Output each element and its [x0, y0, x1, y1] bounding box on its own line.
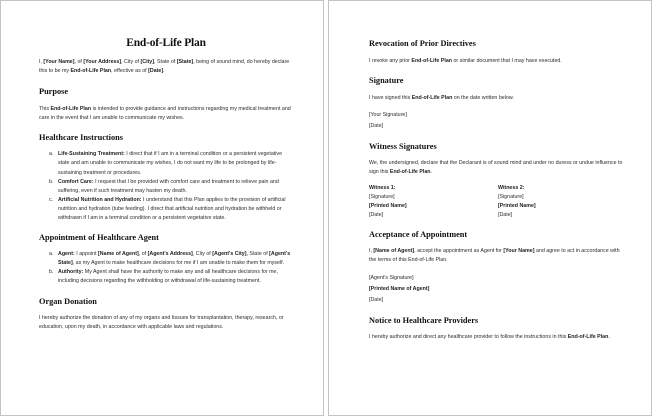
- agent-printed-name-placeholder: [Printed Name of Agent]: [369, 285, 430, 292]
- witness-2-signature: [Signature]: [498, 194, 524, 201]
- notice-heading: Notice to Healthcare Providers: [369, 315, 479, 325]
- witness-2-label: Witness 2:: [498, 185, 525, 192]
- witness-heading: Witness Signatures: [369, 142, 437, 152]
- organ-donation-heading: Organ Donation: [39, 296, 97, 306]
- healthcare-agent-list: [39, 250, 293, 286]
- witness-1-label: Witness 1:: [369, 185, 396, 192]
- list-item: a. Life-Sustaining Treatment: I direct that if I am in a terminal condition or a persistent vegetative state and am unable to communicate my wishes, I do not want my life to be prolonged by life-sustaining treatment or procedures.: [49, 151, 283, 176]
- list-item: a. Agent: I appoint [Name of Agent], of [Agent's Address], City of [Agent's City], State of [Agent's State], as my Agent to make healthcare decisions for me if I am unable to make them for myself.: [49, 251, 291, 267]
- healthcare-agent-heading: Appointment of Healthcare Agent: [39, 233, 159, 243]
- page-2-content: [369, 39, 627, 342]
- purpose-paragraph: This End-of-Life Plan is intended to provide guidance and instructions regarding my medical treatment and care in the event that I am unable to communicate my wishes.: [39, 106, 291, 122]
- signature-heading: Signature: [369, 76, 404, 86]
- healthcare-instructions-heading: Healthcare Instructions: [39, 133, 123, 143]
- revocation-heading: Revocation of Prior Directives: [369, 39, 476, 48]
- witness-1-block: [369, 184, 498, 220]
- witness-2-printed-name: [Printed Name]: [498, 203, 536, 210]
- witness-1-signature: [Signature]: [369, 194, 395, 201]
- signature-date-placeholder: [Date]: [369, 123, 384, 130]
- list-item: b. Authority: My Agent shall have the authority to make any and all healthcare decisions for me, including decisions regarding the withholding or withdrawal of life-sustaining treatment.: [49, 269, 278, 285]
- your-signature-placeholder: [Your Signature]: [369, 112, 407, 119]
- healthcare-instructions-list: [39, 150, 293, 223]
- list-item: b. Comfort Care: I request that I be provided with comfort care and treatment to relieve pain and suffering, even if such treatment may hasten my death.: [49, 178, 279, 194]
- document-page-1: [0, 0, 324, 416]
- revocation-paragraph: I revoke any prior End-of-Life Plan or similar document that I may have executed.: [369, 58, 562, 64]
- witness-1-printed-name: [Printed Name]: [369, 203, 407, 210]
- acceptance-heading: Acceptance of Appointment: [369, 230, 468, 240]
- witness-2-date: [Date]: [498, 212, 513, 219]
- notice-paragraph: I hereby authorize and direct any healthcare provider to follow the instructions in this End-of-Life Plan.: [369, 333, 610, 340]
- witness-columns: [369, 184, 627, 220]
- agent-date-placeholder: [Date]: [369, 296, 384, 303]
- document-title: End-of-Life Plan: [126, 37, 206, 49]
- agent-signature-placeholder: [Agent's Signature]: [369, 274, 414, 281]
- intro-paragraph: I, [Your Name], of [Your Address], City of [City], State of [State], being of sound mind, do hereby declare this to be my End-of-Life Plan, effective as of [Date].: [39, 59, 290, 75]
- witness-2-block: [498, 184, 627, 220]
- signature-paragraph: I have signed this End-of-Life Plan on the date written below.: [369, 95, 514, 102]
- list-item: c. Artificial Nutrition and Hydration: I understand that this Plan applies to the provision of artificial nutrition and hydration (tube feeding). I direct that artificial nutrition and hydration be withheld or withdrawn if I am in a terminal condition or a persistent vegetative state.: [49, 196, 286, 222]
- purpose-heading: Purpose: [39, 87, 69, 97]
- acceptance-paragraph: I, [Name of Agent], accept the appointment as Agent for [Your Name] and agree to act in accordance with the terms of this End-of-Life Plan.: [369, 248, 620, 264]
- document-page-2: [328, 0, 652, 416]
- witness-1-date: [Date]: [369, 212, 384, 219]
- witness-paragraph: We, the undersigned, declare that the Declarant is of sound mind and under no duress or undue influence to sign this End-of-Life Plan.: [369, 160, 623, 176]
- page-1-content: [39, 37, 293, 332]
- organ-donation-paragraph: I hereby authorize the donation of any of my organs and tissues for transplantation, therapy, research, or education, upon my death, in accordance with applicable laws and regulations.: [39, 314, 284, 330]
